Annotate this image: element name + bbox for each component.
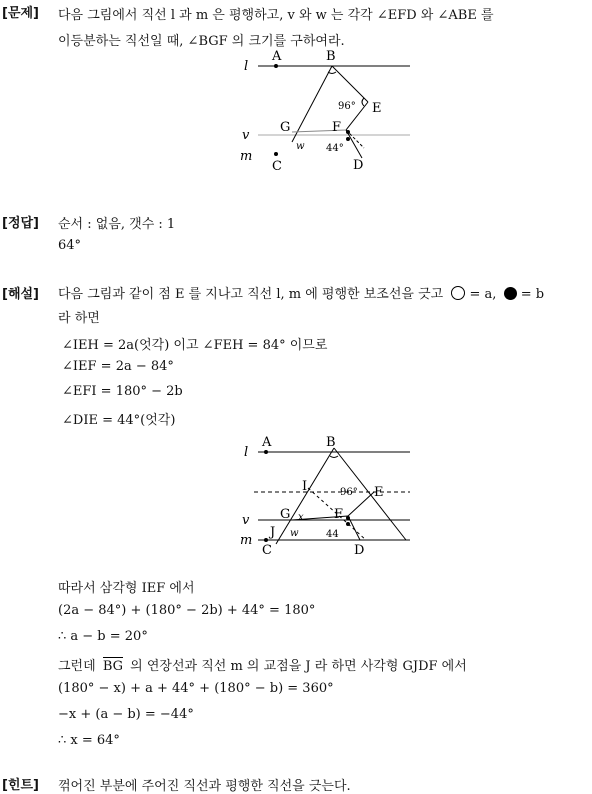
solution-after-4-pre: 그런데 [58,659,96,674]
solution-eq-1: ∠IEH = 2a(엇각) 이고 ∠FEH = 84° 이므로 [62,338,328,353]
solution-tag: [해설] [2,287,39,302]
point-c-2 [264,538,268,542]
label-v-2: v [242,513,250,528]
hint-tag: [힌트] [2,778,39,793]
label-c-2: C [262,543,272,558]
line-be [332,66,368,102]
figure-2 [236,432,416,560]
line-fd [346,130,362,158]
label-e: E [372,101,382,116]
solution-after-4 [58,655,467,674]
solution-after-6: −x + (a − b) = −44° [58,707,194,722]
label-l: l [244,59,249,74]
answer-line-2: 64° [58,238,82,253]
problem-line-2: 이등분하는 직선일 때, ∠BGF 의 크기를 구하여라. [58,34,345,49]
label-c: C [272,159,282,174]
solution-after-3: ∴ a − b = 20° [58,629,148,644]
solution-eq-4: ∠DIE = 44°(엇각) [62,413,176,428]
label-angle-f: 44° [326,143,344,154]
label-angle-e-2: 96° [340,487,358,498]
label-x-2: x [298,512,304,523]
solution-intro-text: 다음 그림과 같이 점 E 를 지나고 직선 l, m 에 평행한 보조선을 긋고 [58,287,444,302]
label-angle-f-2: 44 [326,529,339,540]
angle-mark-b-2 [330,456,338,458]
solution-intro-b: = b [520,287,545,302]
point-f2-mark2 [346,522,350,526]
label-d: D [353,158,364,173]
label-f-2: F [334,507,344,522]
label-m-2: m [240,533,253,548]
solution-after-2: (2a − 84°) + (180° − 2b) + 44° = 180° [58,603,316,618]
point-f2-mark1 [346,516,350,520]
angle-mark-b [328,72,336,74]
label-v: v [242,128,250,143]
solution-intro-2: 라 하면 [58,311,100,326]
label-f: F [332,120,342,135]
solution-after-7: ∴ x = 64° [58,733,120,748]
label-g: G [280,120,291,135]
label-l-2: l [244,445,249,460]
problem-tag: [문제] [2,6,39,21]
label-angle-e: 96° [338,101,356,112]
solution-eq-2: ∠IEF = 2a − 84° [62,359,174,374]
hint-line-1: 꺾어진 부분에 주어진 직선과 평행한 직선을 긋는다. [58,779,351,794]
answer-tag: [정답] [2,216,39,231]
segment-bg: BG [102,659,124,674]
angle-mark-e [362,98,364,106]
label-i-2: I [302,479,308,494]
label-g-2: G [280,507,291,522]
label-w-2: w [290,528,299,539]
label-b: B [326,49,336,64]
solution-intro-a: = a, [469,287,497,302]
label-a: A [272,49,282,64]
label-j-2: J [270,525,276,540]
solution-eq-3: ∠EFI = 180° − 2b [62,384,183,399]
point-a [274,64,278,68]
label-e-2: E [374,485,384,500]
point-f-mark2 [346,137,350,141]
label-a-2: A [262,435,272,450]
label-b-2: B [326,435,336,450]
solution-after-4-post: 의 연장선과 직선 m 의 교점을 J 라 하면 사각형 GJDF 에서 [130,659,467,674]
problem-line-1: 다음 그림에서 직선 l 과 m 은 평행하고, v 와 w 는 각각 ∠EFD 와 ∠ABE 를 [58,8,494,23]
label-d-2: D [354,543,365,558]
solution-intro-1 [58,283,544,302]
solution-after-1: 따라서 삼각형 IEF 에서 [58,581,195,596]
point-f-mark1 [346,130,350,134]
label-m: m [240,149,253,164]
label-w: w [296,141,305,152]
point-a-2 [264,450,268,454]
filled-circle-icon [504,287,517,300]
solution-after-5: (180° − x) + a + 44° + (180° − b) = 360° [58,681,334,696]
open-circle-icon [451,286,465,300]
figure-1 [236,48,416,176]
point-c [274,152,278,156]
answer-line-1: 순서 : 없음, 갯수 : 1 [58,217,176,232]
